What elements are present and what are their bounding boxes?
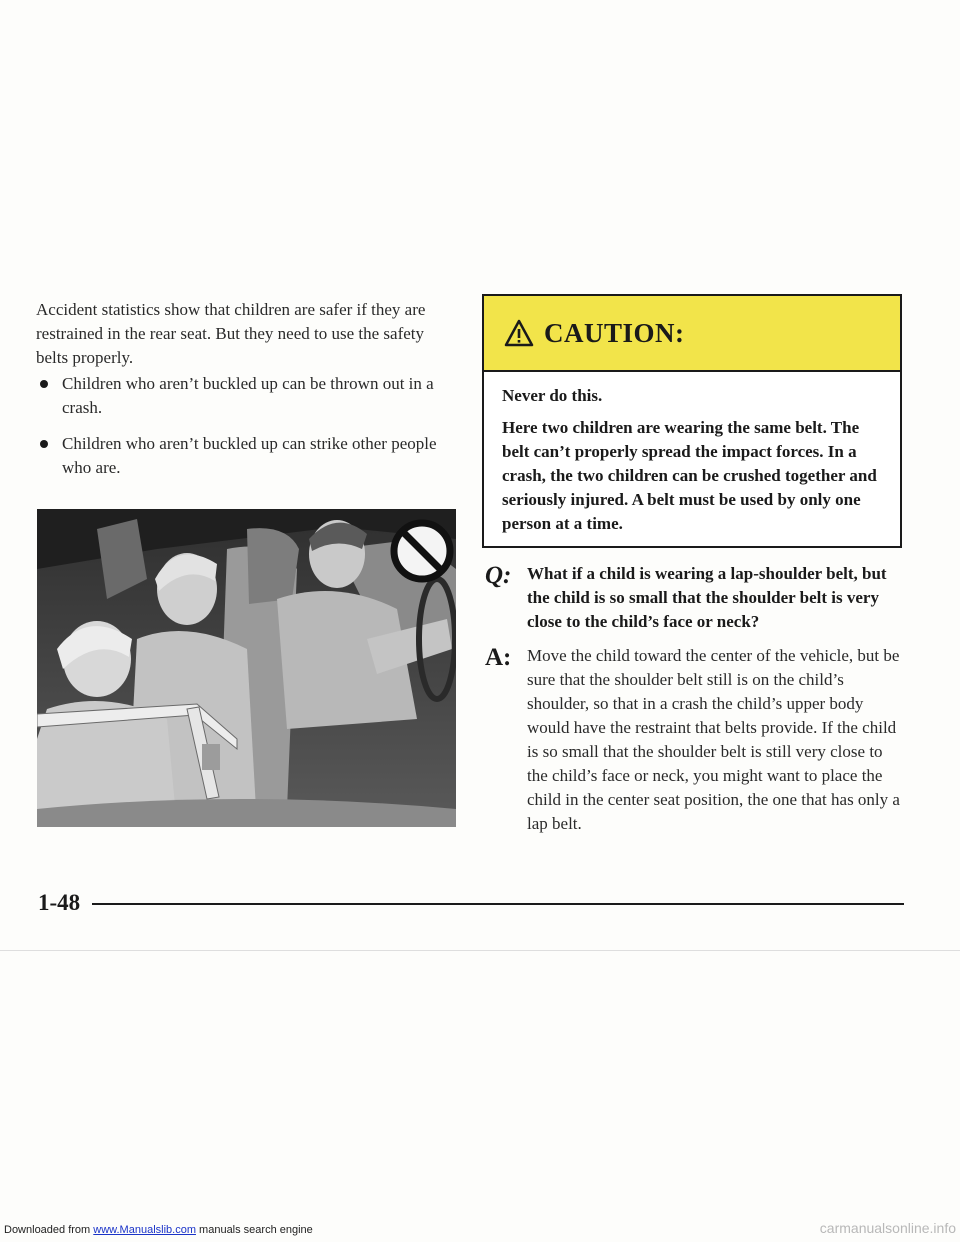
question-text: What if a child is wearing a lap-shoulder belt, but the child is so small that the shoulder belt is very close to the child’s face or neck?	[527, 564, 887, 631]
bullet-text: Children who aren’t buckled up can strike other people who are.	[62, 434, 437, 477]
footer-rule	[92, 903, 904, 905]
caution-body	[484, 372, 900, 536]
caution-text: Here two children are wearing the same belt. The belt can’t properly spread the impact forces. In a crash, the two children can be crushed together and seriously injured. A belt must be used by only one person at a time.	[502, 418, 877, 533]
illustration-two-children-sharing-belt	[37, 509, 456, 827]
bullet-item	[36, 432, 456, 480]
bullet-icon	[40, 440, 48, 448]
banner-suffix: manuals search engine	[199, 1224, 313, 1236]
banner-prefix: Downloaded from	[4, 1224, 91, 1236]
download-banner	[4, 1224, 313, 1236]
intro-paragraph: Accident statistics show that children are safer if they are restrained in the rear seat. But they need to use the safety belts properly.	[36, 300, 426, 367]
caution-header	[484, 296, 900, 372]
caution-box	[482, 294, 902, 548]
scan-divider	[0, 950, 960, 951]
answer-text: Move the child toward the center of the vehicle, but be sure that the shoulder belt still is on the child’s shoulder, so that in a crash the child’s upper body would have the restraint that belts provide. If the child is so small that the shoulder belt is still very close to the child’s face or neck, you might want to place the child in the center seat position, the one that has only a lap belt.	[527, 646, 900, 833]
watermark: carmanualsonline.info	[819, 1220, 956, 1236]
bullet-text: Children who aren’t buckled up can be thrown out in a crash.	[62, 374, 434, 417]
warning-triangle-icon	[504, 319, 534, 347]
caution-lead: Never do this.	[502, 386, 603, 405]
question-marker: Q:	[485, 562, 512, 589]
bullet-icon	[40, 380, 48, 388]
question-block	[485, 562, 905, 634]
answer-marker: A:	[485, 644, 512, 671]
bullet-list	[36, 372, 456, 492]
answer-block	[485, 644, 905, 836]
manualslib-link[interactable]: www.Manualslib.com	[93, 1224, 196, 1236]
caution-title: CAUTION:	[544, 317, 685, 348]
page-number: 1-48	[38, 890, 81, 915]
bullet-item	[36, 372, 456, 420]
